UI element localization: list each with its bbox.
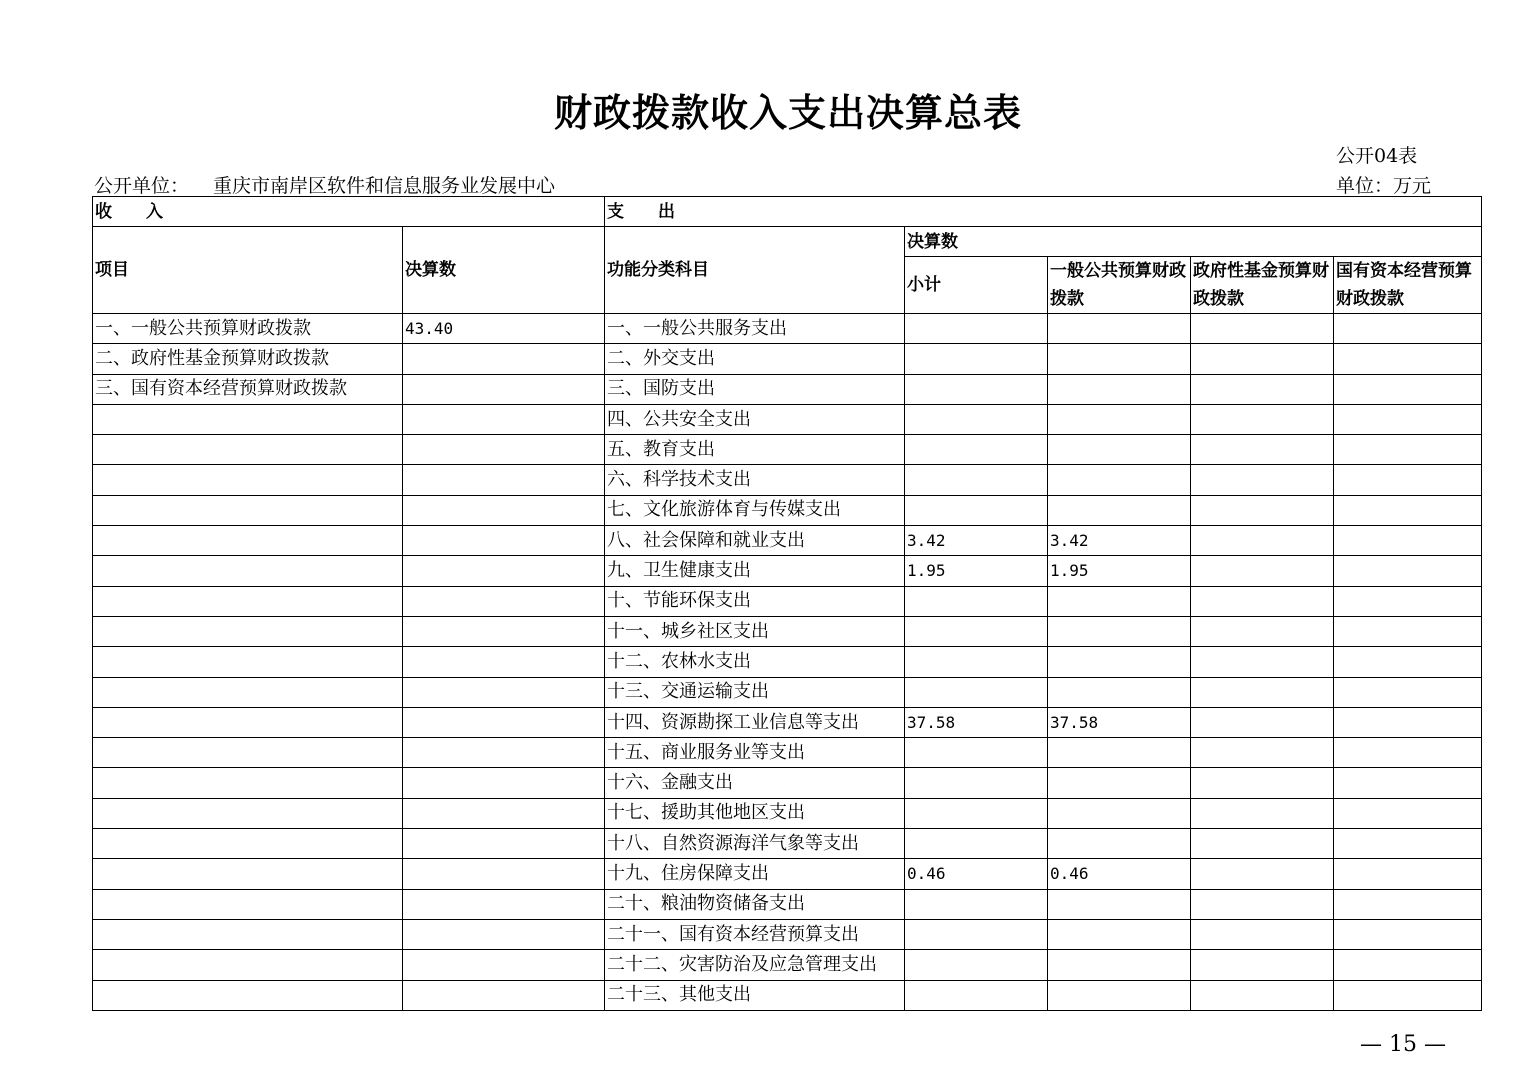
income-amount	[403, 919, 605, 949]
table-row	[93, 980, 1482, 1010]
page-title: 财政拨款收入支出决算总表	[553, 90, 1022, 135]
subtotal-value: 3.42	[905, 526, 1048, 556]
header-row-1	[93, 197, 1482, 227]
income-item	[93, 616, 403, 646]
header-final: 决算数	[905, 227, 1482, 257]
table-row	[93, 526, 1482, 556]
table-row	[93, 950, 1482, 980]
income-item	[93, 647, 403, 677]
expense-category: 十九、住房保障支出	[605, 859, 905, 889]
header-row-2	[93, 227, 1482, 257]
expense-category: 十三、交通运输支出	[605, 677, 905, 707]
general-value	[1048, 586, 1191, 616]
state-value	[1334, 889, 1482, 919]
income-item	[93, 829, 403, 859]
general-value	[1048, 768, 1191, 798]
state-value	[1334, 919, 1482, 949]
subtotal-value	[905, 919, 1048, 949]
general-value	[1048, 647, 1191, 677]
income-item	[93, 889, 403, 919]
subtotal-value	[905, 374, 1048, 404]
header-expense: 支 出	[605, 197, 1482, 227]
state-value	[1334, 495, 1482, 525]
income-amount	[403, 889, 605, 919]
subtotal-value: 1.95	[905, 556, 1048, 586]
state-value	[1334, 435, 1482, 465]
expense-category: 九、卫生健康支出	[605, 556, 905, 586]
general-value	[1048, 829, 1191, 859]
fund-value	[1191, 526, 1334, 556]
income-item	[93, 586, 403, 616]
state-value	[1334, 586, 1482, 616]
state-value	[1334, 404, 1482, 434]
fund-value	[1191, 586, 1334, 616]
table-row	[93, 616, 1482, 646]
table-row	[93, 556, 1482, 586]
table-row	[93, 919, 1482, 949]
expense-category: 一、一般公共服务支出	[605, 314, 905, 344]
income-item: 三、国有资本经营预算财政拨款	[93, 374, 403, 404]
subtotal-value	[905, 798, 1048, 828]
general-value	[1048, 798, 1191, 828]
table-row	[93, 465, 1482, 495]
currency-unit: 单位：万元	[1336, 175, 1432, 197]
expense-category: 四、公共安全支出	[605, 404, 905, 434]
table-row	[93, 374, 1482, 404]
general-value: 1.95	[1048, 556, 1191, 586]
state-value	[1334, 798, 1482, 828]
general-value	[1048, 374, 1191, 404]
subtotal-value	[905, 980, 1048, 1010]
general-value	[1048, 919, 1191, 949]
income-amount	[403, 344, 605, 374]
subtotal-value	[905, 950, 1048, 980]
fund-value	[1191, 404, 1334, 434]
general-value	[1048, 950, 1191, 980]
income-amount	[403, 980, 605, 1010]
fund-value	[1191, 344, 1334, 374]
state-value	[1334, 768, 1482, 798]
subtotal-value	[905, 647, 1048, 677]
state-value	[1334, 556, 1482, 586]
table-row	[93, 798, 1482, 828]
expense-category: 十七、援助其他地区支出	[605, 798, 905, 828]
general-value	[1048, 889, 1191, 919]
income-amount	[403, 677, 605, 707]
state-value	[1334, 677, 1482, 707]
income-amount	[403, 616, 605, 646]
income-item	[93, 556, 403, 586]
income-amount	[403, 586, 605, 616]
subtotal-value	[905, 586, 1048, 616]
income-item	[93, 768, 403, 798]
income-amount	[403, 404, 605, 434]
income-item: 一、一般公共预算财政拨款	[93, 314, 403, 344]
header-subtotal: 小计	[905, 257, 1048, 314]
fund-value	[1191, 798, 1334, 828]
table-row	[93, 495, 1482, 525]
table-row	[93, 677, 1482, 707]
fund-value	[1191, 919, 1334, 949]
expense-category: 六、科学技术支出	[605, 465, 905, 495]
state-value	[1334, 950, 1482, 980]
expense-category: 十一、城乡社区支出	[605, 616, 905, 646]
expense-category: 三、国防支出	[605, 374, 905, 404]
expense-category: 十六、金融支出	[605, 768, 905, 798]
table-row	[93, 829, 1482, 859]
income-item	[93, 707, 403, 737]
general-value	[1048, 738, 1191, 768]
expense-category: 十四、资源勘探工业信息等支出	[605, 707, 905, 737]
table-row	[93, 707, 1482, 737]
general-value	[1048, 404, 1191, 434]
income-item	[93, 919, 403, 949]
fund-value	[1191, 647, 1334, 677]
subtotal-value	[905, 829, 1048, 859]
table-row	[93, 768, 1482, 798]
reporting-unit-label: 公开单位：	[94, 175, 190, 197]
fund-value	[1191, 707, 1334, 737]
fund-value	[1191, 616, 1334, 646]
state-value	[1334, 616, 1482, 646]
header-amount: 决算数	[403, 227, 605, 314]
header-item: 项目	[93, 227, 403, 314]
general-value: 0.46	[1048, 859, 1191, 889]
expense-category: 八、社会保障和就业支出	[605, 526, 905, 556]
income-amount	[403, 374, 605, 404]
subtotal-value	[905, 435, 1048, 465]
general-value	[1048, 435, 1191, 465]
fund-value	[1191, 374, 1334, 404]
table-row	[93, 738, 1482, 768]
fund-value	[1191, 495, 1334, 525]
expense-category: 十二、农林水支出	[605, 647, 905, 677]
income-amount	[403, 738, 605, 768]
subtotal-value	[905, 616, 1048, 646]
state-value	[1334, 980, 1482, 1010]
income-item	[93, 950, 403, 980]
subtotal-value	[905, 677, 1048, 707]
table-row	[93, 314, 1482, 344]
income-amount	[403, 798, 605, 828]
header-income: 收 入	[93, 197, 605, 227]
fund-value	[1191, 829, 1334, 859]
header-state: 国有资本经营预算财政拨款	[1334, 257, 1482, 314]
page-number: — 15 —	[1360, 1032, 1446, 1057]
income-amount	[403, 647, 605, 677]
income-amount	[403, 829, 605, 859]
state-value	[1334, 829, 1482, 859]
income-item: 二、政府性基金预算财政拨款	[93, 344, 403, 374]
subtotal-value	[905, 314, 1048, 344]
subtotal-value	[905, 738, 1048, 768]
form-number: 公开04表	[1336, 145, 1418, 167]
subtotal-value: 37.58	[905, 707, 1048, 737]
expense-category: 二十三、其他支出	[605, 980, 905, 1010]
reporting-unit	[94, 171, 555, 198]
state-value	[1334, 374, 1482, 404]
expense-category: 十五、商业服务业等支出	[605, 738, 905, 768]
subtotal-value	[905, 344, 1048, 374]
income-item	[93, 980, 403, 1010]
expense-category: 五、教育支出	[605, 435, 905, 465]
income-item	[93, 526, 403, 556]
fund-value	[1191, 314, 1334, 344]
general-value	[1048, 465, 1191, 495]
income-amount	[403, 707, 605, 737]
table-row	[93, 435, 1482, 465]
fund-value	[1191, 465, 1334, 495]
table-row	[93, 404, 1482, 434]
state-value	[1334, 465, 1482, 495]
general-value	[1048, 495, 1191, 525]
expense-category: 十、节能环保支出	[605, 586, 905, 616]
income-item	[93, 465, 403, 495]
fund-value	[1191, 889, 1334, 919]
header-fund: 政府性基金预算财政拨款	[1191, 257, 1334, 314]
state-value	[1334, 526, 1482, 556]
income-amount	[403, 556, 605, 586]
income-item	[93, 435, 403, 465]
fund-value	[1191, 556, 1334, 586]
fund-value	[1191, 738, 1334, 768]
general-value	[1048, 980, 1191, 1010]
table-row	[93, 344, 1482, 374]
income-amount: 43.40	[403, 314, 605, 344]
expense-category: 二、外交支出	[605, 344, 905, 374]
subtotal-value: 0.46	[905, 859, 1048, 889]
state-value	[1334, 344, 1482, 374]
general-value: 3.42	[1048, 526, 1191, 556]
expense-category: 七、文化旅游体育与传媒支出	[605, 495, 905, 525]
income-item	[93, 495, 403, 525]
table-row	[93, 859, 1482, 889]
expense-category: 二十、粮油物资储备支出	[605, 889, 905, 919]
budget-table	[92, 196, 1482, 1011]
subtotal-value	[905, 404, 1048, 434]
income-item	[93, 404, 403, 434]
table-row	[93, 647, 1482, 677]
subtotal-value	[905, 495, 1048, 525]
income-amount	[403, 435, 605, 465]
general-value	[1048, 314, 1191, 344]
subtotal-value	[905, 768, 1048, 798]
income-amount	[403, 495, 605, 525]
state-value	[1334, 647, 1482, 677]
reporting-unit-name: 重庆市南岸区软件和信息服务业发展中心	[213, 175, 556, 197]
income-item	[93, 738, 403, 768]
fund-value	[1191, 859, 1334, 889]
state-value	[1334, 738, 1482, 768]
table-row	[93, 586, 1482, 616]
table-row	[93, 889, 1482, 919]
state-value	[1334, 707, 1482, 737]
general-value	[1048, 344, 1191, 374]
general-value: 37.58	[1048, 707, 1191, 737]
expense-category: 二十二、灾害防治及应急管理支出	[605, 950, 905, 980]
state-value	[1334, 859, 1482, 889]
header-category: 功能分类科目	[605, 227, 905, 314]
income-amount	[403, 465, 605, 495]
fund-value	[1191, 435, 1334, 465]
income-item	[93, 798, 403, 828]
expense-category: 二十一、国有资本经营预算支出	[605, 919, 905, 949]
general-value	[1048, 616, 1191, 646]
fund-value	[1191, 980, 1334, 1010]
expense-category: 十八、自然资源海洋气象等支出	[605, 829, 905, 859]
subtotal-value	[905, 889, 1048, 919]
income-amount	[403, 859, 605, 889]
subtotal-value	[905, 465, 1048, 495]
header-general: 一般公共预算财政拨款	[1048, 257, 1191, 314]
income-amount	[403, 950, 605, 980]
income-amount	[403, 526, 605, 556]
income-item	[93, 677, 403, 707]
income-amount	[403, 768, 605, 798]
general-value	[1048, 677, 1191, 707]
state-value	[1334, 314, 1482, 344]
income-item	[93, 859, 403, 889]
fund-value	[1191, 768, 1334, 798]
fund-value	[1191, 677, 1334, 707]
fund-value	[1191, 950, 1334, 980]
